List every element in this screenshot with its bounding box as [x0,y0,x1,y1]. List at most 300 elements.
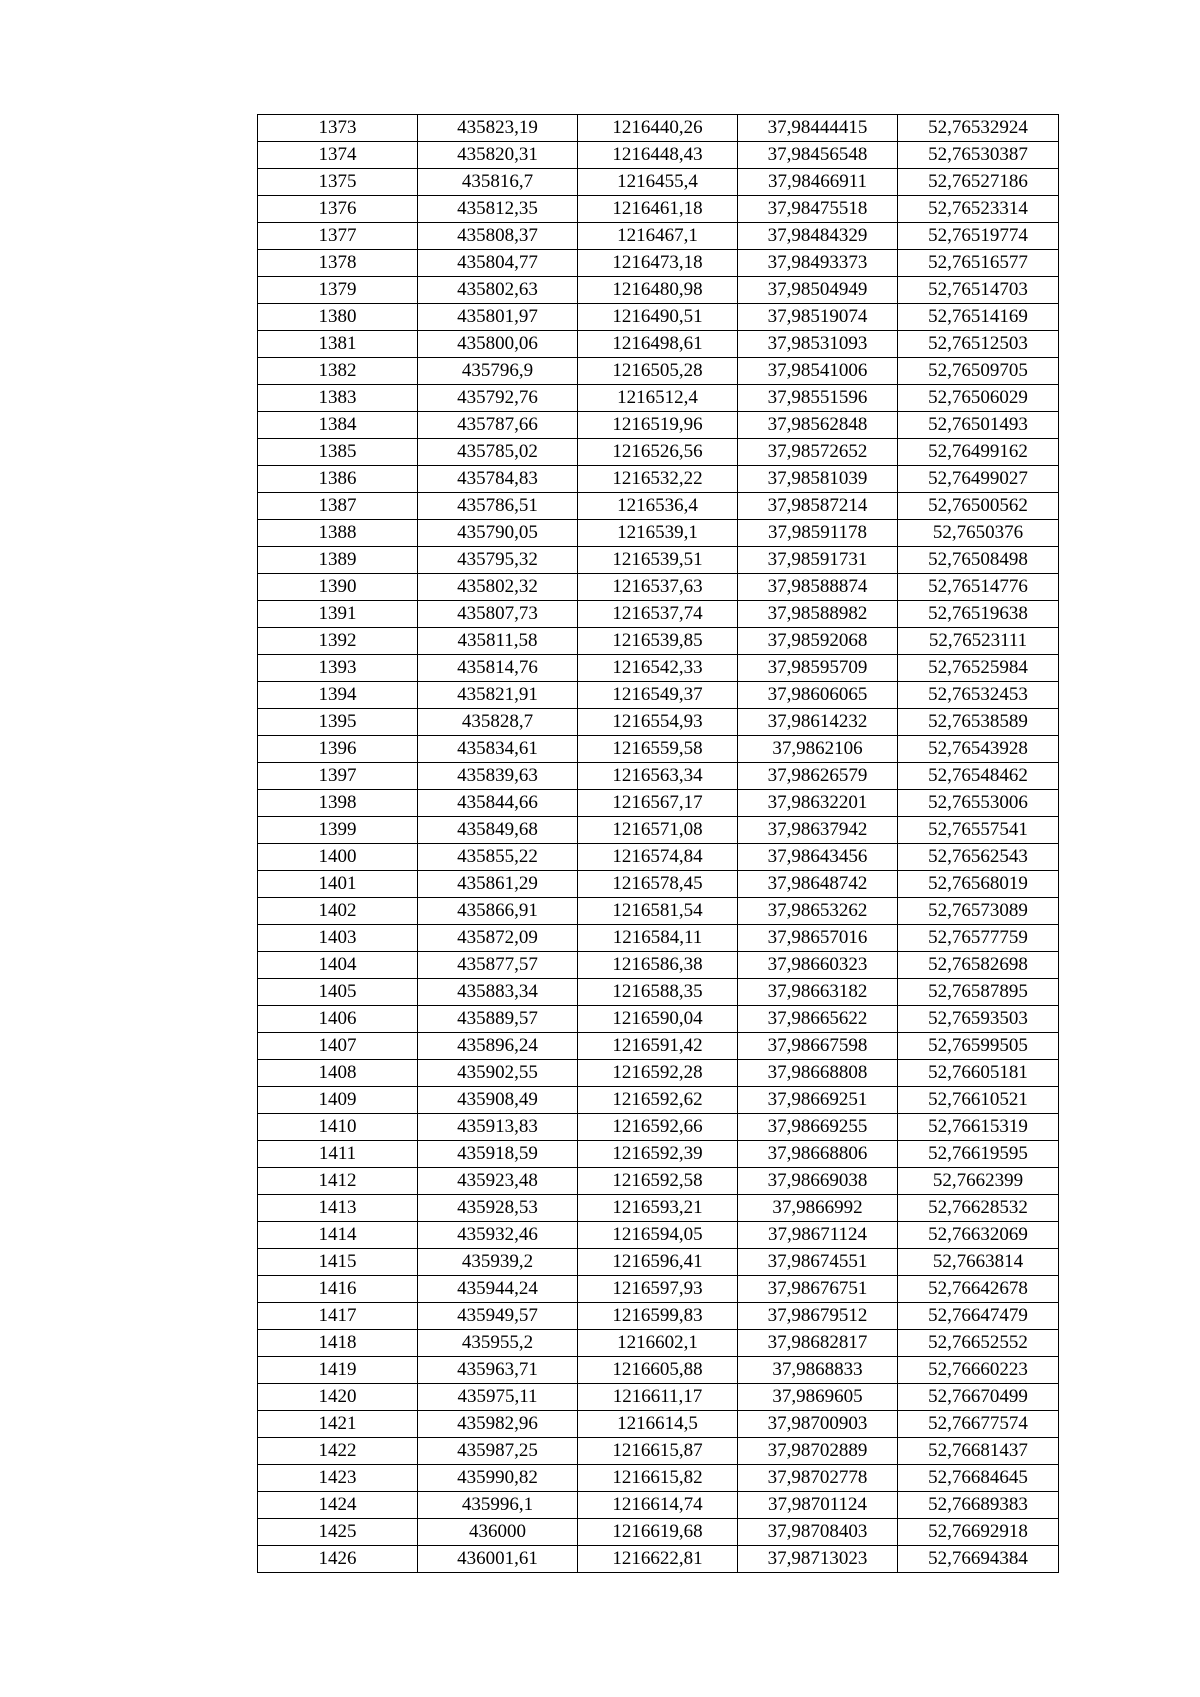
table-row [258,979,1059,1006]
latitude-cell: 52,76628532 [898,1195,1059,1222]
latitude-cell: 52,76514169 [898,304,1059,331]
point-number-cell: 1389 [258,547,418,574]
table-row [258,817,1059,844]
x-coordinate-cell: 435787,66 [418,412,578,439]
latitude-cell: 52,76652552 [898,1330,1059,1357]
x-coordinate-cell: 436000 [418,1519,578,1546]
x-coordinate-cell: 435800,06 [418,331,578,358]
point-number-cell: 1415 [258,1249,418,1276]
point-number-cell: 1377 [258,223,418,250]
table-row [258,655,1059,682]
x-coordinate-cell: 435808,37 [418,223,578,250]
longitude-cell: 37,98531093 [738,331,898,358]
longitude-cell: 37,98679512 [738,1303,898,1330]
longitude-cell: 37,98592068 [738,628,898,655]
latitude-cell: 52,76506029 [898,385,1059,412]
x-coordinate-cell: 435996,1 [418,1492,578,1519]
latitude-cell: 52,76615319 [898,1114,1059,1141]
x-coordinate-cell: 435839,63 [418,763,578,790]
table-row [258,466,1059,493]
table-row [258,1141,1059,1168]
x-coordinate-cell: 435814,76 [418,655,578,682]
point-number-cell: 1411 [258,1141,418,1168]
latitude-cell: 52,76501493 [898,412,1059,439]
point-number-cell: 1414 [258,1222,418,1249]
longitude-cell: 37,98674551 [738,1249,898,1276]
table-row [258,1330,1059,1357]
y-coordinate-cell: 1216592,28 [578,1060,738,1087]
longitude-cell: 37,98484329 [738,223,898,250]
y-coordinate-cell: 1216526,56 [578,439,738,466]
latitude-cell: 52,76660223 [898,1357,1059,1384]
x-coordinate-cell: 435820,31 [418,142,578,169]
point-number-cell: 1422 [258,1438,418,1465]
y-coordinate-cell: 1216571,08 [578,817,738,844]
latitude-cell: 52,76538589 [898,709,1059,736]
y-coordinate-cell: 1216480,98 [578,277,738,304]
y-coordinate-cell: 1216590,04 [578,1006,738,1033]
y-coordinate-cell: 1216542,33 [578,655,738,682]
x-coordinate-cell: 435811,58 [418,628,578,655]
longitude-cell: 37,98504949 [738,277,898,304]
point-number-cell: 1393 [258,655,418,682]
point-number-cell: 1384 [258,412,418,439]
point-number-cell: 1413 [258,1195,418,1222]
point-number-cell: 1385 [258,439,418,466]
coordinates-table-body [258,115,1059,1573]
point-number-cell: 1378 [258,250,418,277]
y-coordinate-cell: 1216461,18 [578,196,738,223]
y-coordinate-cell: 1216586,38 [578,952,738,979]
table-row [258,1357,1059,1384]
longitude-cell: 37,98588874 [738,574,898,601]
x-coordinate-cell: 435795,32 [418,547,578,574]
table-row [258,1303,1059,1330]
point-number-cell: 1388 [258,520,418,547]
point-number-cell: 1404 [258,952,418,979]
y-coordinate-cell: 1216455,4 [578,169,738,196]
latitude-cell: 52,76605181 [898,1060,1059,1087]
y-coordinate-cell: 1216614,5 [578,1411,738,1438]
point-number-cell: 1376 [258,196,418,223]
y-coordinate-cell: 1216594,05 [578,1222,738,1249]
longitude-cell: 37,98660323 [738,952,898,979]
point-number-cell: 1426 [258,1546,418,1573]
latitude-cell: 52,76525984 [898,655,1059,682]
point-number-cell: 1381 [258,331,418,358]
y-coordinate-cell: 1216539,85 [578,628,738,655]
longitude-cell: 37,98653262 [738,898,898,925]
table-row [258,574,1059,601]
point-number-cell: 1408 [258,1060,418,1087]
table-row [258,1087,1059,1114]
y-coordinate-cell: 1216596,41 [578,1249,738,1276]
x-coordinate-cell: 435786,51 [418,493,578,520]
y-coordinate-cell: 1216578,45 [578,871,738,898]
x-coordinate-cell: 435802,63 [418,277,578,304]
y-coordinate-cell: 1216581,54 [578,898,738,925]
table-row [258,358,1059,385]
point-number-cell: 1374 [258,142,418,169]
y-coordinate-cell: 1216440,26 [578,115,738,142]
table-row [258,1249,1059,1276]
point-number-cell: 1402 [258,898,418,925]
x-coordinate-cell: 435785,02 [418,439,578,466]
longitude-cell: 37,98669038 [738,1168,898,1195]
longitude-cell: 37,98632201 [738,790,898,817]
point-number-cell: 1392 [258,628,418,655]
y-coordinate-cell: 1216539,1 [578,520,738,547]
x-coordinate-cell: 435801,97 [418,304,578,331]
longitude-cell: 37,9868833 [738,1357,898,1384]
x-coordinate-cell: 435844,66 [418,790,578,817]
latitude-cell: 52,76681437 [898,1438,1059,1465]
x-coordinate-cell: 435982,96 [418,1411,578,1438]
longitude-cell: 37,98648742 [738,871,898,898]
point-number-cell: 1398 [258,790,418,817]
table-row [258,1276,1059,1303]
longitude-cell: 37,98668808 [738,1060,898,1087]
table-row [258,1411,1059,1438]
x-coordinate-cell: 435889,57 [418,1006,578,1033]
longitude-cell: 37,98606065 [738,682,898,709]
y-coordinate-cell: 1216505,28 [578,358,738,385]
x-coordinate-cell: 435821,91 [418,682,578,709]
latitude-cell: 52,76684645 [898,1465,1059,1492]
y-coordinate-cell: 1216597,93 [578,1276,738,1303]
longitude-cell: 37,98493373 [738,250,898,277]
longitude-cell: 37,98444415 [738,115,898,142]
point-number-cell: 1407 [258,1033,418,1060]
y-coordinate-cell: 1216467,1 [578,223,738,250]
y-coordinate-cell: 1216592,58 [578,1168,738,1195]
longitude-cell: 37,98562848 [738,412,898,439]
longitude-cell: 37,98702889 [738,1438,898,1465]
point-number-cell: 1424 [258,1492,418,1519]
point-number-cell: 1390 [258,574,418,601]
longitude-cell: 37,98614232 [738,709,898,736]
x-coordinate-cell: 435866,91 [418,898,578,925]
y-coordinate-cell: 1216473,18 [578,250,738,277]
latitude-cell: 52,76508498 [898,547,1059,574]
latitude-cell: 52,76587895 [898,979,1059,1006]
point-number-cell: 1391 [258,601,418,628]
y-coordinate-cell: 1216605,88 [578,1357,738,1384]
point-number-cell: 1383 [258,385,418,412]
table-row [258,1006,1059,1033]
table-row [258,1492,1059,1519]
point-number-cell: 1412 [258,1168,418,1195]
longitude-cell: 37,98700903 [738,1411,898,1438]
point-number-cell: 1409 [258,1087,418,1114]
longitude-cell: 37,98657016 [738,925,898,952]
y-coordinate-cell: 1216554,93 [578,709,738,736]
point-number-cell: 1382 [258,358,418,385]
x-coordinate-cell: 435792,76 [418,385,578,412]
table-row [258,277,1059,304]
latitude-cell: 52,76530387 [898,142,1059,169]
y-coordinate-cell: 1216559,58 [578,736,738,763]
coordinates-table [257,114,1059,1573]
point-number-cell: 1420 [258,1384,418,1411]
table-row [258,439,1059,466]
table-row [258,925,1059,952]
x-coordinate-cell: 435913,83 [418,1114,578,1141]
latitude-cell: 52,76692918 [898,1519,1059,1546]
x-coordinate-cell: 435784,83 [418,466,578,493]
longitude-cell: 37,98456548 [738,142,898,169]
x-coordinate-cell: 435790,05 [418,520,578,547]
y-coordinate-cell: 1216536,4 [578,493,738,520]
y-coordinate-cell: 1216584,11 [578,925,738,952]
y-coordinate-cell: 1216448,43 [578,142,738,169]
longitude-cell: 37,98541006 [738,358,898,385]
table-row [258,1222,1059,1249]
longitude-cell: 37,98708403 [738,1519,898,1546]
latitude-cell: 52,76532453 [898,682,1059,709]
x-coordinate-cell: 435963,71 [418,1357,578,1384]
latitude-cell: 52,76593503 [898,1006,1059,1033]
point-number-cell: 1387 [258,493,418,520]
longitude-cell: 37,98669255 [738,1114,898,1141]
y-coordinate-cell: 1216532,22 [578,466,738,493]
latitude-cell: 52,76516577 [898,250,1059,277]
x-coordinate-cell: 435908,49 [418,1087,578,1114]
latitude-cell: 52,76599505 [898,1033,1059,1060]
x-coordinate-cell: 435812,35 [418,196,578,223]
table-row [258,628,1059,655]
longitude-cell: 37,98713023 [738,1546,898,1573]
table-row [258,520,1059,547]
latitude-cell: 52,7650376 [898,520,1059,547]
point-number-cell: 1401 [258,871,418,898]
longitude-cell: 37,98572652 [738,439,898,466]
table-row [258,304,1059,331]
x-coordinate-cell: 435872,09 [418,925,578,952]
point-number-cell: 1396 [258,736,418,763]
latitude-cell: 52,76553006 [898,790,1059,817]
y-coordinate-cell: 1216574,84 [578,844,738,871]
longitude-cell: 37,9866992 [738,1195,898,1222]
point-number-cell: 1400 [258,844,418,871]
latitude-cell: 52,76532924 [898,115,1059,142]
point-number-cell: 1410 [258,1114,418,1141]
x-coordinate-cell: 435883,34 [418,979,578,1006]
latitude-cell: 52,76519774 [898,223,1059,250]
latitude-cell: 52,76610521 [898,1087,1059,1114]
y-coordinate-cell: 1216599,83 [578,1303,738,1330]
table-row [258,412,1059,439]
point-number-cell: 1418 [258,1330,418,1357]
table-row [258,763,1059,790]
y-coordinate-cell: 1216614,74 [578,1492,738,1519]
longitude-cell: 37,98591731 [738,547,898,574]
table-row [258,1033,1059,1060]
latitude-cell: 52,76527186 [898,169,1059,196]
x-coordinate-cell: 435923,48 [418,1168,578,1195]
x-coordinate-cell: 435861,29 [418,871,578,898]
latitude-cell: 52,76499162 [898,439,1059,466]
point-number-cell: 1379 [258,277,418,304]
latitude-cell: 52,76519638 [898,601,1059,628]
table-row [258,196,1059,223]
y-coordinate-cell: 1216615,87 [578,1438,738,1465]
y-coordinate-cell: 1216615,82 [578,1465,738,1492]
x-coordinate-cell: 435796,9 [418,358,578,385]
latitude-cell: 52,76557541 [898,817,1059,844]
point-number-cell: 1417 [258,1303,418,1330]
x-coordinate-cell: 435804,77 [418,250,578,277]
y-coordinate-cell: 1216611,17 [578,1384,738,1411]
point-number-cell: 1419 [258,1357,418,1384]
latitude-cell: 52,76514703 [898,277,1059,304]
x-coordinate-cell: 435823,19 [418,115,578,142]
y-coordinate-cell: 1216619,68 [578,1519,738,1546]
longitude-cell: 37,98671124 [738,1222,898,1249]
point-number-cell: 1423 [258,1465,418,1492]
x-coordinate-cell: 435896,24 [418,1033,578,1060]
y-coordinate-cell: 1216592,39 [578,1141,738,1168]
y-coordinate-cell: 1216539,51 [578,547,738,574]
table-row [258,601,1059,628]
point-number-cell: 1373 [258,115,418,142]
longitude-cell: 37,98702778 [738,1465,898,1492]
latitude-cell: 52,7663814 [898,1249,1059,1276]
table-row [258,1438,1059,1465]
longitude-cell: 37,98588982 [738,601,898,628]
x-coordinate-cell: 435939,2 [418,1249,578,1276]
longitude-cell: 37,98663182 [738,979,898,1006]
y-coordinate-cell: 1216591,42 [578,1033,738,1060]
longitude-cell: 37,98519074 [738,304,898,331]
table-row [258,736,1059,763]
longitude-cell: 37,98682817 [738,1330,898,1357]
latitude-cell: 52,76573089 [898,898,1059,925]
point-number-cell: 1394 [258,682,418,709]
y-coordinate-cell: 1216490,51 [578,304,738,331]
x-coordinate-cell: 435816,7 [418,169,578,196]
x-coordinate-cell: 435932,46 [418,1222,578,1249]
latitude-cell: 52,76632069 [898,1222,1059,1249]
y-coordinate-cell: 1216592,62 [578,1087,738,1114]
y-coordinate-cell: 1216563,34 [578,763,738,790]
longitude-cell: 37,98587214 [738,493,898,520]
table-row [258,1114,1059,1141]
longitude-cell: 37,98668806 [738,1141,898,1168]
table-row [258,1546,1059,1573]
x-coordinate-cell: 436001,61 [418,1546,578,1573]
x-coordinate-cell: 435944,24 [418,1276,578,1303]
x-coordinate-cell: 435990,82 [418,1465,578,1492]
latitude-cell: 52,76689383 [898,1492,1059,1519]
x-coordinate-cell: 435975,11 [418,1384,578,1411]
table-row [258,493,1059,520]
y-coordinate-cell: 1216567,17 [578,790,738,817]
longitude-cell: 37,98669251 [738,1087,898,1114]
latitude-cell: 52,76523314 [898,196,1059,223]
x-coordinate-cell: 435918,59 [418,1141,578,1168]
x-coordinate-cell: 435949,57 [418,1303,578,1330]
table-row [258,142,1059,169]
longitude-cell: 37,98676751 [738,1276,898,1303]
latitude-cell: 52,76677574 [898,1411,1059,1438]
longitude-cell: 37,98626579 [738,763,898,790]
point-number-cell: 1403 [258,925,418,952]
latitude-cell: 52,76670499 [898,1384,1059,1411]
point-number-cell: 1421 [258,1411,418,1438]
point-number-cell: 1395 [258,709,418,736]
latitude-cell: 52,76499027 [898,466,1059,493]
latitude-cell: 52,76500562 [898,493,1059,520]
table-row [258,1465,1059,1492]
y-coordinate-cell: 1216588,35 [578,979,738,1006]
y-coordinate-cell: 1216537,63 [578,574,738,601]
longitude-cell: 37,98667598 [738,1033,898,1060]
latitude-cell: 52,76512503 [898,331,1059,358]
latitude-cell: 52,76514776 [898,574,1059,601]
table-row [258,169,1059,196]
table-row [258,1168,1059,1195]
longitude-cell: 37,98643456 [738,844,898,871]
table-row [258,1519,1059,1546]
table-row [258,682,1059,709]
x-coordinate-cell: 435802,32 [418,574,578,601]
point-number-cell: 1425 [258,1519,418,1546]
latitude-cell: 52,76642678 [898,1276,1059,1303]
table-row [258,844,1059,871]
table-row [258,115,1059,142]
x-coordinate-cell: 435807,73 [418,601,578,628]
table-row [258,385,1059,412]
latitude-cell: 52,76619595 [898,1141,1059,1168]
latitude-cell: 52,76523111 [898,628,1059,655]
point-number-cell: 1380 [258,304,418,331]
longitude-cell: 37,98595709 [738,655,898,682]
latitude-cell: 52,76568019 [898,871,1059,898]
latitude-cell: 52,76577759 [898,925,1059,952]
y-coordinate-cell: 1216512,4 [578,385,738,412]
table-row [258,223,1059,250]
table-row [258,898,1059,925]
y-coordinate-cell: 1216602,1 [578,1330,738,1357]
table-row [258,547,1059,574]
y-coordinate-cell: 1216592,66 [578,1114,738,1141]
longitude-cell: 37,9869605 [738,1384,898,1411]
latitude-cell: 52,7662399 [898,1168,1059,1195]
x-coordinate-cell: 435955,2 [418,1330,578,1357]
longitude-cell: 37,98665622 [738,1006,898,1033]
y-coordinate-cell: 1216519,96 [578,412,738,439]
latitude-cell: 52,76562543 [898,844,1059,871]
latitude-cell: 52,76543928 [898,736,1059,763]
point-number-cell: 1397 [258,763,418,790]
point-number-cell: 1375 [258,169,418,196]
x-coordinate-cell: 435902,55 [418,1060,578,1087]
table-row [258,1384,1059,1411]
x-coordinate-cell: 435849,68 [418,817,578,844]
latitude-cell: 52,76548462 [898,763,1059,790]
x-coordinate-cell: 435987,25 [418,1438,578,1465]
y-coordinate-cell: 1216549,37 [578,682,738,709]
table-row [258,871,1059,898]
table-row [258,1060,1059,1087]
table-row [258,952,1059,979]
point-number-cell: 1405 [258,979,418,1006]
latitude-cell: 52,76509705 [898,358,1059,385]
x-coordinate-cell: 435828,7 [418,709,578,736]
latitude-cell: 52,76647479 [898,1303,1059,1330]
x-coordinate-cell: 435877,57 [418,952,578,979]
